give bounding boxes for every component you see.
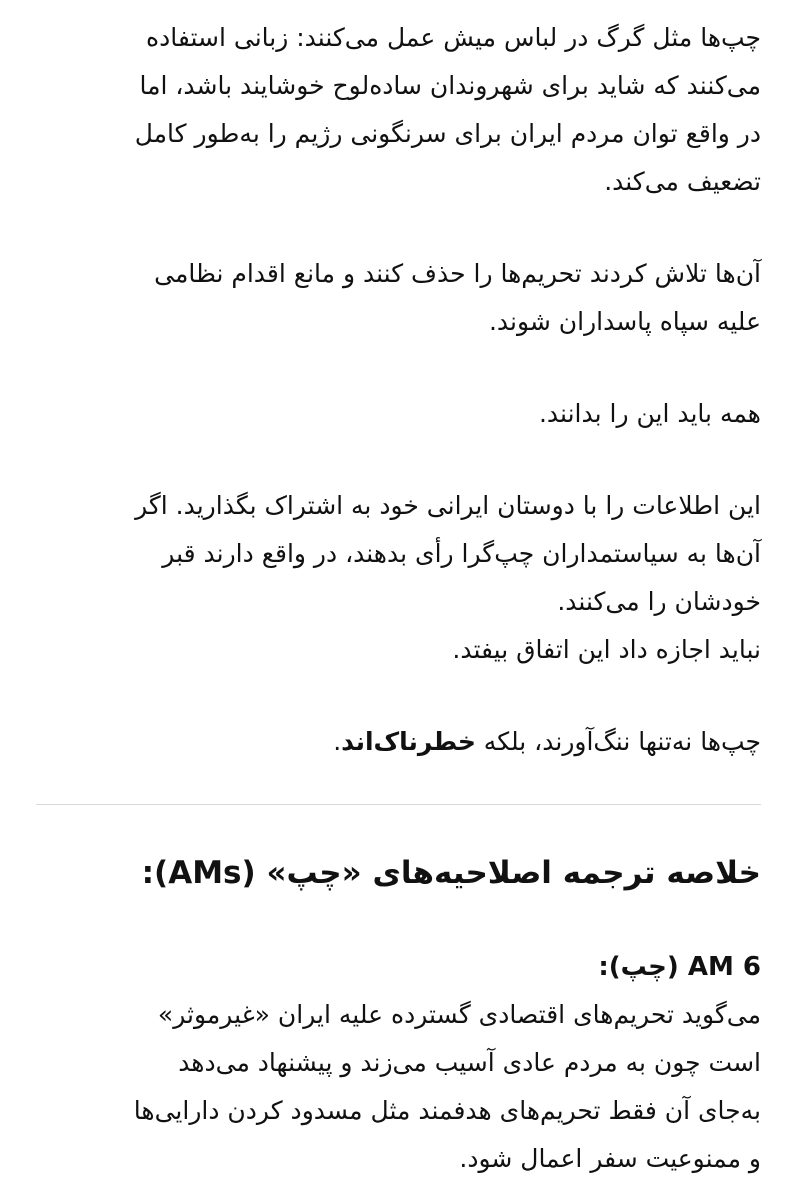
paragraph-line: چپ‌ها مثل گرگ در لباس میش عمل می‌کنند: زبانی استفاده bbox=[145, 23, 761, 52]
paragraph-line: آن‌ها تلاش کردند تحریم‌ها را حذف کنند و مانع اقدام نظامی bbox=[154, 259, 761, 288]
closing-paragraph bbox=[36, 718, 761, 766]
closing-line bbox=[36, 718, 761, 766]
paragraph-line: خودشان را می‌کنند. bbox=[557, 587, 761, 616]
am-line: به‌جای آن فقط تحریم‌های هدفمند مثل مسدود کردن دارایی‌ها bbox=[133, 1096, 761, 1125]
am-line: و ممنوعیت سفر اعمال شود. bbox=[459, 1144, 761, 1173]
paragraph-line: این اطلاعات را با دوستان ایرانی خود به اشتراک بگذارید. اگر bbox=[135, 491, 761, 520]
article bbox=[36, 14, 761, 1183]
am-item bbox=[36, 943, 761, 1183]
paragraph-4 bbox=[36, 482, 761, 674]
paragraph-line: تضعیف می‌کند. bbox=[604, 167, 761, 196]
closing-prefix: چپ‌ها نه‌تنها ننگ‌آورند، بلکه bbox=[475, 727, 761, 756]
closing-emphasis: خطرناک‌اند bbox=[341, 727, 476, 756]
am-title: AM 6 (چپ): bbox=[598, 952, 761, 982]
paragraph-line: علیه سپاه پاسداران شوند. bbox=[488, 307, 761, 336]
am-line: می‌گوید تحریم‌های اقتصادی گسترده علیه ایران «غیرموثر» bbox=[157, 1000, 761, 1029]
am-line: است چون به مردم عادی آسیب می‌زند و پیشنهاد می‌دهد bbox=[178, 1048, 761, 1077]
section-heading: خلاصه ترجمه اصلاحیه‌های «چپ» (AMs): bbox=[141, 855, 761, 891]
paragraph-line: می‌کنند که شاید برای شهروندان ساده‌لوح خوشایند باشد، اما bbox=[139, 71, 761, 100]
paragraph-line: همه باید این را بدانند. bbox=[538, 399, 761, 428]
section-divider bbox=[36, 804, 761, 805]
paragraph-1 bbox=[36, 14, 761, 206]
paragraph-line: در واقع توان مردم ایران برای سرنگونی رژیم را به‌طور کامل bbox=[134, 119, 761, 148]
paragraph-line: آن‌ها به سیاستمداران چپ‌گرا رأی بدهند، در واقع دارند قبر bbox=[162, 539, 761, 568]
paragraph-2 bbox=[36, 250, 761, 346]
closing-suffix: . bbox=[333, 727, 342, 756]
paragraph-line: نباید اجازه داد این اتفاق بیفتد. bbox=[452, 635, 761, 664]
paragraph-3 bbox=[36, 390, 761, 438]
